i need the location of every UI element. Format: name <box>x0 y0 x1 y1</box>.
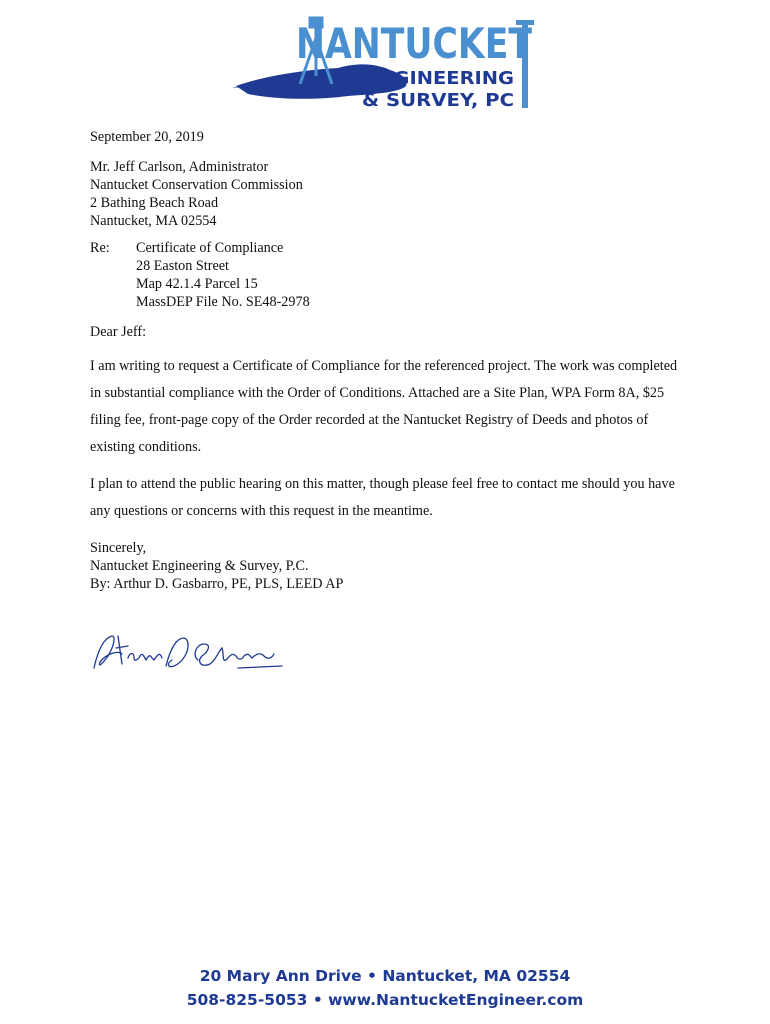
recipient-line: Mr. Jeff Carlson, Administrator <box>90 159 269 175</box>
logo-line2: & SURVEY, PC <box>362 90 514 111</box>
subject-line: 28 Easton Street <box>136 258 229 274</box>
closing-block <box>90 539 690 593</box>
letter-body <box>90 128 690 593</box>
salutation: Dear Jeff: <box>90 324 147 340</box>
letter-date: September 20, 2019 <box>90 129 204 145</box>
subject-line: Certificate of Compliance <box>136 240 284 256</box>
recipient-address <box>90 158 690 230</box>
recipient-line: Nantucket Conservation Commission <box>90 177 303 193</box>
closing-line: By: Arthur D. Gasbarro, PE, PLS, LEED AP <box>90 576 344 592</box>
logo-line1: ENGINEERING <box>364 68 514 89</box>
body-paragraph: I plan to attend the public hearing on this matter, though please feel free to contact me should you have any questions or concerns with this request in the meantime. <box>90 476 675 519</box>
footer-contact: 508-825-5053 • www.NantucketEngineer.com <box>186 991 584 1009</box>
subject-block <box>90 239 690 311</box>
footer-address: 20 Mary Ann Drive • Nantucket, MA 02554 <box>199 967 571 985</box>
letterhead-footer <box>0 964 770 1012</box>
subject-line: Map 42.1.4 Parcel 15 <box>136 276 258 292</box>
body-paragraph: I am writing to request a Certificate of Compliance for the referenced project. The work was completed in substantial compliance with the Order of Conditions. Attached are a Site Plan, WPA Form 8A, $25 filing fee, front-page copy of the Order recorded at the Nantucket Registry of Deeds and photos of existing conditions. <box>90 358 678 455</box>
recipient-line: 2 Bathing Beach Road <box>90 195 219 211</box>
closing-line: Sincerely, <box>90 540 147 556</box>
subject-label: Re: <box>90 240 110 256</box>
logo-name: NANTUCKET <box>296 19 533 68</box>
company-logo <box>228 14 543 114</box>
closing-line: Nantucket Engineering & Survey, P.C. <box>90 558 309 574</box>
recipient-line: Nantucket, MA 02554 <box>90 213 217 229</box>
subject-line: MassDEP File No. SE48-2978 <box>136 294 310 310</box>
handwritten-signature <box>88 630 288 678</box>
subject-lines <box>136 239 310 311</box>
